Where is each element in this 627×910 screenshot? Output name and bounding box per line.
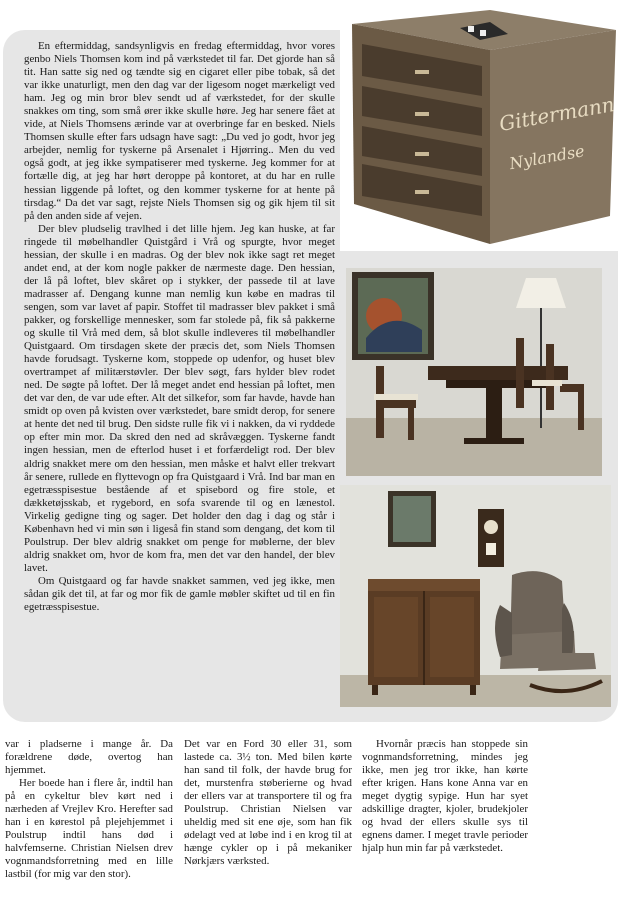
paragraph: Det var en Ford 30 eller 31, som lastede ca. 3½ ton. Med bilen kørte han sand til folk, der havde brug for det, murstenfra støberierne og hvad der ellers var at transportere til og fra Poulstrup. Christian Nielsen var uheldig med sit ene øje, som han fik ødelagt ved at løbe ind i en krog til at hænge cykler op i på mekaniker Nørkjærs værksted. bbox=[184, 738, 352, 868]
paragraph: Om Quistgaard og far havde snakket sammen, ved jeg ikke, men sådan gik det til, at far og mor fik de gamle møbler skiftet ud til en fin egetræsspisestue. bbox=[24, 574, 335, 614]
column-2 bbox=[184, 738, 352, 868]
dining-table-chairs-icon bbox=[346, 268, 602, 476]
svg-text:Gittermann: Gittermann bbox=[497, 92, 617, 136]
svg-text:Nylandse: Nylandse bbox=[507, 141, 586, 174]
column-1 bbox=[5, 738, 173, 882]
paragraph: Der blev pludselig travlhed i det lille hjem. Jeg kan huske, at far ringede til møbelhandler Quistgård i Vrå og spurgte, hvor meget hessian, der skulle i en madras. Og der blev nok ikke sagt ret meget andet end, at der kom nogle pakker de nærmeste dage. Den hessian, der lå på loftet, blev skåret op i stykker, der passede til at lave madrasser af. Dengang kunne man nemlig kun købe en madras til sengen, som var lavet af papir. Stoffet til madrasser blev pakket i små pakker, og forskellige mennesker, som far stolede på, fik så pakkerne og skulle til Vrå med dem, så blot skulle indleveres til møbelhandler Quistgaard. Om tirsdagen skete der præcis det, som Niels Thomsen havde forudsagt. Tyskerne kom, stoppede op udenfor, og huset blev overtrampet af militærstøvler. Der blev søgt, fars hylder blev rodet ned. De søgte på loftet. Der lå meget andet end hessian på loftet, men det var den, de var ude efter. Alt det silkefor, som far havde, havde han smidt op oven på kvisten over værkstedet, bare smidt derop, for senere at hente det ned til brug. Den sidste rulle fik vi i nakken, da vi ryddede op efter min mor. Da skred den ned ad skråvæggen. Tyskerne fandt ingen hessian, men de efterlod huset i et forfærdeligt rod. Der blev aldrig snakket mere om den hessian, men måske et halvt eller trekvart år senere, rullede en flyttevogn op fra Quistgaard i Vrå. Ind bar man en egetræsspisestue bestående af et spisebord og fire stole, et dækketøjsskab, et rygebord, en sofa svarende til og en lænestol. Virkelig gedigne ting og sager. Det holder den dag i dag og står i København hed vi min søn i ligeså fin stand som dengang, det kom til Poulstrup. Der blev aldrig snakket om penge for møblerne, der blev aldrig snakket om, hvor de kom fra, men det var den handel, der blev lavet. bbox=[24, 222, 335, 574]
paragraph: En eftermiddag, sandsynligvis en fredag eftermiddag, hvor vores genbo Niels Thomsen kom ind på værkstedet til far. Det gjorde han så tit. Han satte sig ned og tændte sig en cigaret eller pibe tobak, så det var ikke unaturligt, men den dag var der ligesom noget mærkeligt ved ham. Jeg og min bror blev sendt ud af værkstedet, for der skulle snakkes om ting, som små ører ikke skulle høre. Jeg har senere fået at vide, at Niels Thomsens ærinde var at overbringe far en besked. Niels Thomsen skulle efter fars udsagn have sagt: „Du ved jo godt, hvor jeg arbejder, nemlig for tyskerne på Arsenalet i Hjørring.. Men du ved også godt, at jeg ikke sympatiserer med tyskerne. Jeg kommer for at fortælle dig, at jeg har hørt deroppe på kontoret, at du har en rulle hessian liggende på loftet, og den kommer tyskerne for at hente på tirsdag.“ Da det var sagt, rejste Niels Thomsen sig og gik hjem til sit på den anden side af vejen. bbox=[24, 40, 335, 222]
main-story bbox=[24, 40, 335, 614]
column-3 bbox=[362, 738, 528, 855]
armchair-photo bbox=[340, 485, 611, 707]
armchair-cabinet-icon bbox=[340, 485, 611, 707]
paragraph: Hvornår præcis han stoppede sin vognmandsforretning, mindes jeg ikke, men jeg tror ikke, han kørte efter krigen. Hans kone Anna var en meget dygtig sypige. Hun har syet adskillige dragter, kjoler, brudekjoler og hvad der ellers skulle sys til egnens damer. I meget travle perioder hjalp hun min far på værkstedet. bbox=[362, 738, 528, 855]
dining-room-photo bbox=[346, 268, 602, 476]
paragraph: var i pladserne i mange år. Da forældrene døde, overtog han hjemmet. bbox=[5, 738, 173, 777]
paragraph: Her boede han i flere år, indtil han på en cykeltur blev kørt ned i nærheden af Vrejlev Kro. Herefter sad han i en kørestol på plejehjemmet i Poulstrup indtil hans død i halvfemserne. Christian Nielsen drev vognmandsforretning med en lille lastbil (for mig var den stor). bbox=[5, 777, 173, 881]
cabinet-photo bbox=[340, 4, 623, 251]
chest-of-drawers-icon bbox=[340, 4, 623, 251]
